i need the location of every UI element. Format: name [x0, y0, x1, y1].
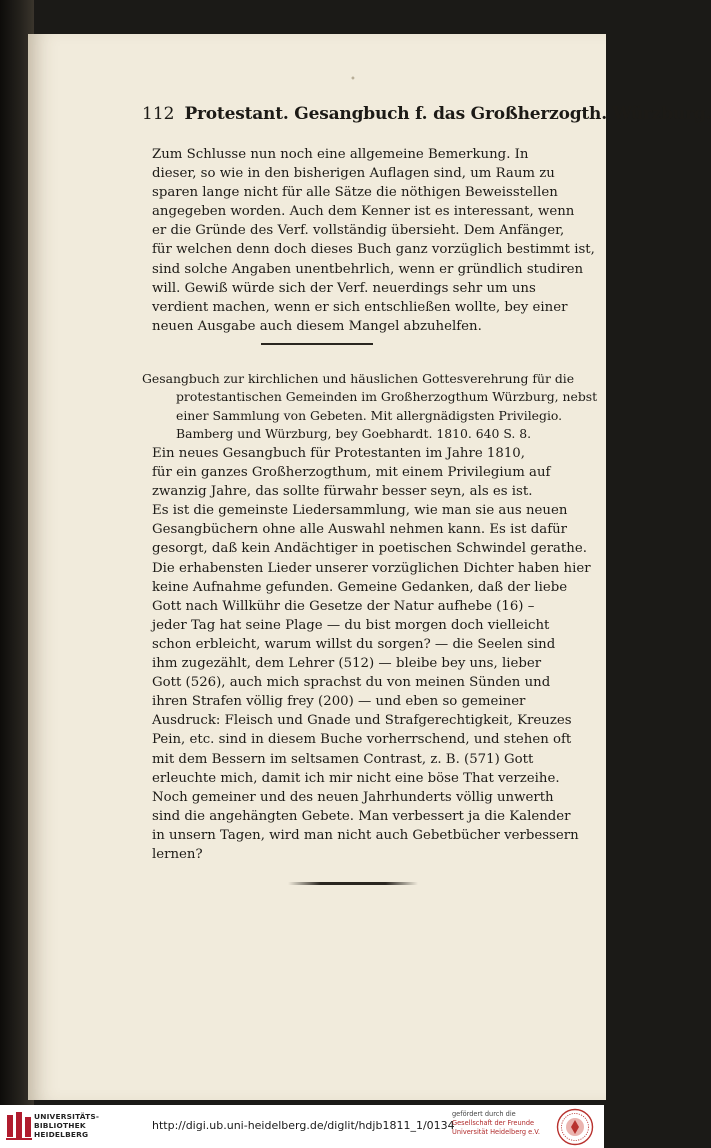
running-head-title: Protestant. Gesangbuch f. das Großherzogth. Würzburg.	[184, 104, 711, 124]
text-line: gesorgt, daß kein Andächtiger in poetischen Schwindel gerathe.	[152, 541, 587, 557]
university-library-logo-icon	[6, 1111, 32, 1141]
text-line: sind die angehängten Gebete. Man verbessert ja die Kalender	[152, 808, 571, 824]
bibliographic-entry	[142, 370, 604, 444]
section-divider	[261, 343, 373, 345]
viewer-footer	[0, 1105, 604, 1148]
text-line: Noch gemeiner und des neuen Jahrhunderts völlig unwerth	[152, 789, 554, 805]
text-line: verdient machen, wenn er sich entschließen wollte, bey einer	[152, 299, 568, 315]
text-line: sparen lange nicht für alle Sätze die nöthigen Beweisstellen	[152, 185, 558, 201]
university-seal-icon	[556, 1108, 594, 1146]
text-line: Gott (526), auch mich sprachst du von meinen Sünden und	[152, 675, 551, 691]
permalink-url[interactable]: http://digi.ub.uni-heidelberg.de/diglit/hdjb1811_1/0134	[152, 1119, 455, 1132]
text-line: ihm zugezählt, dem Lehrer (512) — bleibe bey uns, lieber	[152, 656, 542, 672]
library-name-line: BIBLIOTHEK	[34, 1121, 86, 1130]
library-name	[34, 1112, 99, 1139]
paragraph-review-body	[152, 444, 606, 864]
text-line: zwanzig Jahre, das sollte fürwahr besser seyn, als es ist.	[152, 484, 533, 500]
book-page	[28, 34, 711, 1100]
text-line: Zum Schlusse nun noch eine allgemeine Bemerkung. In	[152, 147, 529, 162]
text-line: angegeben worden. Auch dem Kenner ist es interessant, wenn	[152, 204, 575, 220]
text-line: Gesangbüchern ohne alle Auswahl nehmen kann. Es ist dafür	[152, 522, 568, 538]
text-line: neuen Ausgabe auch diesem Mangel abzuhelfen.	[152, 318, 482, 334]
text-line: in unsern Tagen, wird man nicht auch Gebetbücher verbessern	[152, 827, 579, 843]
biblio-line: protestantischen Gemeinden im Großherzogthum Würzburg, nebst	[176, 389, 598, 405]
text-line: dieser, so wie in den bisherigen Auflagen sind, um Raum zu	[152, 166, 555, 182]
text-line: sind solche Angaben unentbehrlich, wenn er gründlich studiren	[152, 261, 584, 277]
text-line: Es ist die gemeinste Liedersammlung, wie man sie aus neuen	[152, 503, 568, 519]
library-name-line: UNIVERSITÄTS-	[34, 1112, 100, 1121]
text-line: erleuchte mich, damit ich mir nicht eine böse That verzeihe.	[152, 770, 560, 786]
text-line: für welchen denn doch dieses Buch ganz vorzüglich bestimmt ist,	[152, 242, 595, 258]
text-line: schon erbleicht, warum willst du sorgen? — die Seelen sind	[152, 636, 556, 652]
text-line: Ausdruck: Fleisch und Gnade und Strafgerechtigkeit, Kreuzes	[152, 713, 572, 729]
biblio-line: Gesangbuch zur kirchlichen und häuslichen Gottesverehrung für die	[142, 371, 575, 386]
text-line: er die Gründe des Verf. vollständig übersieht. Dem Anfänger,	[152, 223, 565, 239]
text-line: Ein neues Gesangbuch für Protestanten im Jahre 1810,	[152, 446, 525, 461]
text-line: jeder Tag hat seine Plage — du bist morgen doch vielleicht	[152, 617, 550, 633]
sponsor-note	[452, 1110, 540, 1137]
sponsor-line: Gesellschaft der Freunde	[452, 1119, 535, 1127]
sponsor-line: Universität Heidelberg e.V.	[452, 1128, 541, 1136]
text-line: Gott nach Willkühr die Gesetze der Natur aufhebe (16) –	[152, 598, 535, 614]
page-number: 112	[142, 104, 175, 124]
text-line: lernen?	[152, 846, 203, 862]
text-line: will. Gewiß würde sich der Verf. neuerdings sehr um uns	[152, 280, 536, 296]
page-speck: •	[350, 74, 356, 85]
text-line: keine Aufnahme gefunden. Gemeine Gedanken, daß der liebe	[152, 579, 568, 595]
library-name-line: HEIDELBERG	[34, 1130, 89, 1139]
biblio-line: einer Sammlung von Gebeten. Mit allergnädigsten Privilegio.	[176, 407, 563, 423]
text-line: für ein ganzes Großherzogthum, mit einem Privilegium auf	[152, 465, 551, 481]
end-rule	[288, 882, 418, 885]
sponsor-line: gefördert durch die	[452, 1110, 516, 1118]
text-line: Pein, etc. sind in diesem Buche vorherrschend, und stehen oft	[152, 732, 572, 748]
text-line: Die erhabensten Lieder unserer vorzüglichen Dichter haben hier	[152, 560, 591, 576]
text-line: ihren Strafen völlig frey (200) — und eben so gemeiner	[152, 694, 526, 710]
paragraph-review-ending	[152, 145, 602, 336]
biblio-line: Bamberg und Würzburg, bey Goebhardt. 1810. 640 S. 8.	[176, 426, 532, 442]
running-head	[142, 104, 711, 130]
text-line: mit dem Bessern im seltsamen Contrast, z. B. (571) Gott	[152, 751, 534, 767]
